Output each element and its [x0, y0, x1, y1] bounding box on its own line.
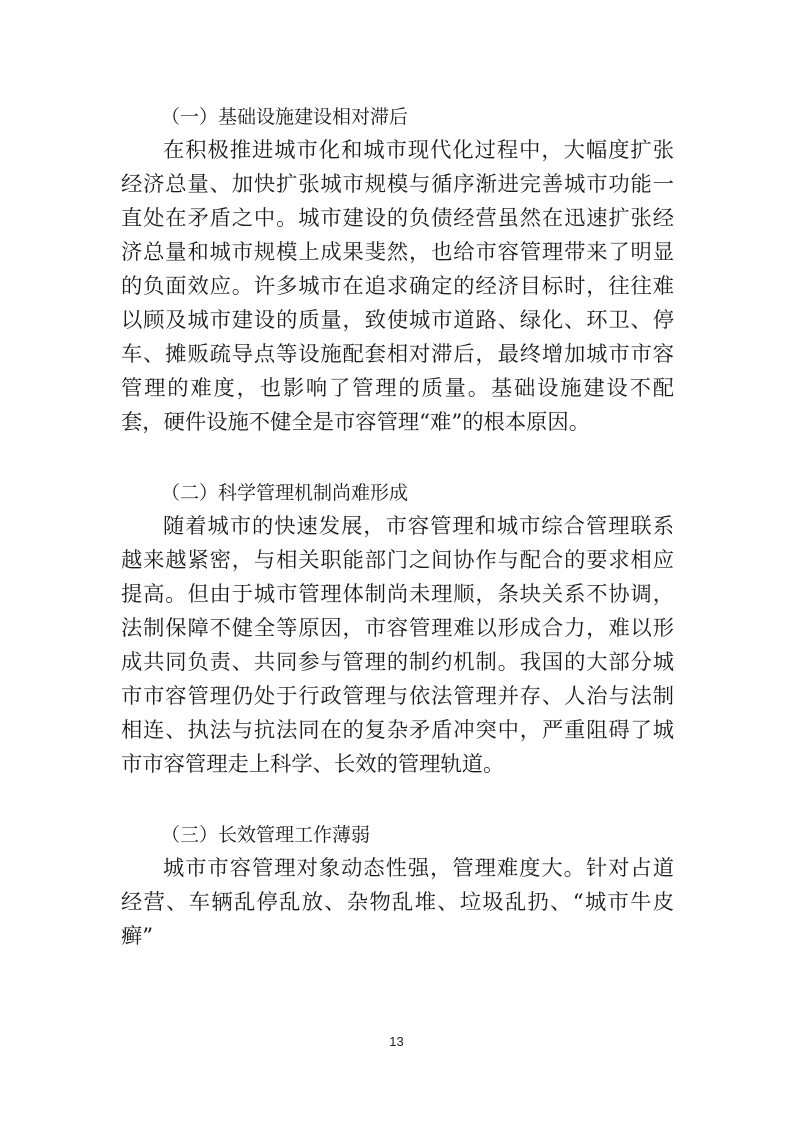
section-spacer	[121, 440, 674, 476]
section-paragraph-3: 城市市容管理对象动态性强，管理难度大。针对占道经营、车辆乱停乱放、杂物乱堆、垃圾乱扔、“城市牛皮癣”	[121, 856, 674, 949]
section-heading-2: （二）科学管理机制尚难形成	[161, 482, 409, 504]
section-paragraph-1: 在积极推进城市化和城市现代化过程中，大幅度扩张经济总量、加快扩张城市规模与循序渐进完善城市功能一直处在矛盾之中。城市建设的负债经营虽然在迅速扩张经济总量和城市规模上成果斐然，也给市容管理带来了明显的负面效应。许多城市在追求确定的经济目标时，往往难以顾及城市建设的质量，致使城市道路、绿化、环卫、停车、摊贩疏导点等设施配套相对滞后，最终增加城市市容管理的难度，也影响了管理的质量。基础设施建设不配套，硬件设施不健全是市容管理“难”的根本原因。	[121, 138, 674, 435]
section-heading-3: （三）长效管理工作薄弱	[161, 824, 371, 846]
section-spacer	[121, 782, 674, 818]
document-body	[121, 100, 674, 954]
section-paragraph-2: 随着城市的快速发展，市容管理和城市综合管理联系越来越紧密，与相关职能部门之间协作与配合的要求相应提高。但由于城市管理体制尚未理顺，条块关系不协调，法制保障不健全等原因，市容管理难以形成合力，难以形成共同负责、共同参与管理的制约机制。我国的大部分城市市容管理仍处于行政管理与依法管理并存、人治与法制相连、执法与抗法同在的复杂矛盾冲突中，严重阻碍了城市市容管理走上科学、长效的管理轨道。	[121, 514, 674, 777]
page-number: 13	[389, 1034, 404, 1049]
section-heading-1: （一）基础设施建设相对滞后	[161, 106, 409, 128]
